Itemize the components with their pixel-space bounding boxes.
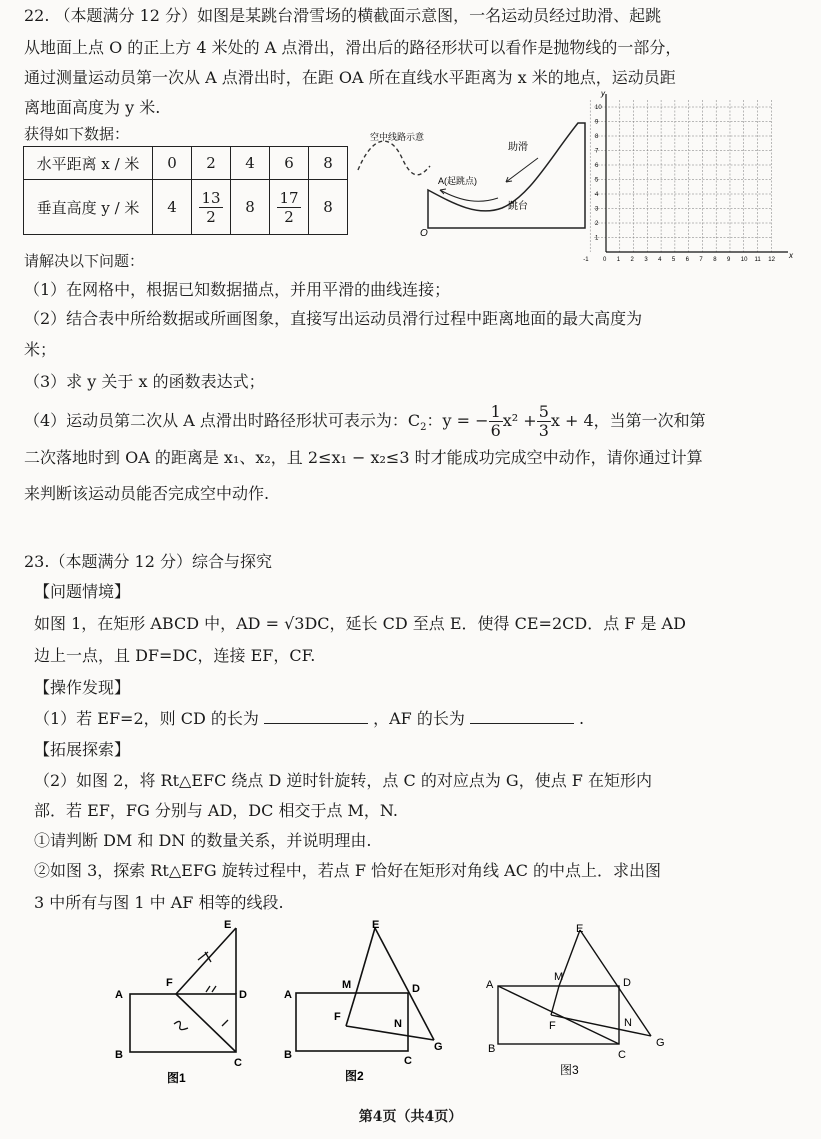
- air-path-curve: [358, 141, 430, 175]
- label-c: C: [234, 1057, 242, 1069]
- p4-text-mid2: x² +: [502, 411, 537, 430]
- q23-heading-context: 【问题情境】: [34, 582, 131, 601]
- figure-2: [282, 920, 452, 1085]
- x-tick-label: 12: [768, 257, 775, 263]
- label-f: F: [549, 1020, 556, 1032]
- q23-part2d: ②如图 3，探索 Rt△EFG 旋转过程中，若点 F 恰好在矩形对角线 AC 的中点上．求出图: [34, 861, 662, 880]
- x-tick-label: 2: [630, 257, 634, 263]
- y-tick-label: 1: [595, 235, 599, 242]
- takeoff-arrow: [440, 190, 498, 201]
- q22-part3: （3）求 y 关于 x 的函数表达式；: [24, 372, 265, 391]
- x-tick-label: 7: [699, 257, 703, 263]
- y-tick-label: 4: [595, 192, 599, 198]
- x-tick-label: 3: [644, 257, 648, 263]
- q22-part2a: （2）结合表中所给数据或所画图象，直接写出运动员滑行过程中距离地面的最大高度为: [24, 309, 643, 328]
- label-e: E: [372, 919, 380, 931]
- q22-prompt: 请解决以下问题：: [24, 252, 145, 270]
- p4-text-post: x + 4，当第一次和第: [550, 411, 706, 430]
- x-tick-label: 8: [713, 257, 717, 263]
- label-g: G: [434, 1041, 443, 1053]
- segment-fg: [551, 1015, 651, 1036]
- ski-jump-diagram: [350, 118, 590, 238]
- q22-part4a: [24, 400, 706, 449]
- x-tick-label: 0: [603, 257, 607, 263]
- grid-lines: [590, 100, 771, 252]
- p4-text-pre: （4）运动员第二次从 A 点滑出时路径形状可表示为：C: [24, 411, 421, 430]
- q22-line4: 离地面高度为 y 米.: [24, 98, 161, 117]
- label-m: M: [342, 979, 352, 991]
- rectangle-abcd: [130, 994, 236, 1052]
- table-cell: 0: [153, 147, 192, 180]
- q22-line2: 从地面上点 O 的正上方 4 米处的 A 点滑出，滑出后的路径形状可以看作是抛物线的一部分，: [24, 38, 682, 57]
- y-tick-label: 2: [595, 221, 599, 227]
- q22-line3: 通过测量运动员第一次从 A 点滑出时，在距 OA 所在直线水平距离为 x 米的地点，运动员距: [24, 68, 676, 87]
- label-a: A: [486, 979, 494, 991]
- figure-3-caption: 图3: [560, 1063, 579, 1077]
- figure-2-caption: 图2: [345, 1069, 364, 1083]
- run-arrow: [506, 158, 538, 182]
- x-tick-label: 11: [754, 257, 761, 263]
- q23-title: 23.（本题满分 12 分）综合与探究: [24, 552, 272, 571]
- fraction-numerator: 5: [538, 402, 549, 421]
- air-path-label: 空中线路示意: [370, 132, 425, 142]
- coordinate-grid: [583, 89, 793, 263]
- q23-part1-text-c: .: [579, 709, 585, 728]
- table-header-x: 水平距离 x / 米: [24, 147, 153, 180]
- q23-part1-text-b: ，AF 的长为: [373, 709, 465, 728]
- table-cell: 8: [231, 180, 270, 235]
- fraction-numerator: 13: [201, 188, 221, 207]
- y-tick-label: 9: [595, 119, 599, 126]
- table-cell: 8: [309, 180, 348, 235]
- label-d: D: [239, 989, 247, 1001]
- q23-part2a: （2）如图 2，将 Rt△EFC 绕点 D 逆时针旋转，点 C 的对应点为 G，使点 F 在矩形内: [34, 771, 652, 790]
- table-cell: 8: [309, 147, 348, 180]
- q22-part1: （1）在网格中，根据已知数据描点，并用平滑的曲线连接；: [24, 280, 451, 299]
- q23-heading-operation: 【操作发现】: [34, 678, 131, 697]
- x-tick-label: 9: [726, 257, 731, 263]
- y-axis-label: y: [601, 89, 605, 98]
- x-tick-label: 10: [740, 257, 748, 263]
- segment-em: [356, 928, 375, 993]
- y-tick-label: 3: [595, 206, 599, 213]
- x-tick-label: 4: [658, 257, 662, 263]
- label-b: B: [284, 1049, 292, 1061]
- label-a: A: [115, 989, 123, 1001]
- label-e: E: [224, 919, 232, 931]
- fraction-numerator: 17: [279, 188, 299, 207]
- x-axis-label: x: [789, 251, 793, 260]
- q22-part4b: 二次落地时到 OA 的距离是 x₁、x₂，且 2≤x₁ − x₂≤3 时才能成功完成空中动作，请你通过计算: [24, 448, 703, 467]
- diagonal-ac: [498, 986, 619, 1044]
- x-tick-label: 5: [671, 257, 676, 263]
- q22-part2b: 米；: [24, 340, 57, 359]
- y-tick-label: 5: [595, 177, 599, 184]
- figure-1-caption: 图1: [167, 1071, 186, 1085]
- label-n: N: [624, 1017, 632, 1029]
- y-tick-label: 8: [595, 134, 599, 140]
- p4-text-mid: ：y = −: [426, 411, 489, 430]
- takeoff-label: A(起跳点): [438, 176, 477, 186]
- y-tick-label: 10: [595, 105, 602, 111]
- segment-mf: [551, 986, 559, 1015]
- rectangle-abcd: [296, 993, 408, 1051]
- table-header-y: 垂直高度 y / 米: [24, 180, 153, 235]
- table-cell: 6: [270, 147, 309, 180]
- q23-part1: [34, 709, 584, 729]
- label-n: N: [394, 1018, 402, 1030]
- y-tick-label: 6: [595, 163, 599, 169]
- fraction-denominator: 2: [206, 207, 216, 226]
- figure-1: [110, 920, 250, 1085]
- fraction-denominator: 3: [538, 421, 549, 440]
- q22-line1: 22. （本题满分 12 分）如图是某跳台滑雪场的横截面示意图，一名运动员经过助滑、起跳: [24, 6, 662, 25]
- x-tick-label: 6: [685, 257, 689, 263]
- run-label: 助滑: [508, 142, 528, 153]
- page-footer: 第4页（共4页）: [358, 1109, 463, 1125]
- table-cell: 4: [231, 147, 270, 180]
- table-cell: 4: [153, 180, 192, 235]
- platform-label: 跳台: [508, 201, 528, 212]
- q23-part1-text-a: （1）若 EF=2，则 CD 的长为: [34, 709, 259, 728]
- answer-blank-cd[interactable]: [264, 709, 368, 724]
- label-a: A: [284, 989, 292, 1001]
- label-c: C: [618, 1049, 626, 1061]
- y-tick-labels: [595, 105, 602, 242]
- segment-ef: [176, 928, 236, 994]
- table-cell-fraction: [192, 180, 231, 235]
- label-g: G: [656, 1037, 665, 1049]
- x-tick-label: 1: [616, 257, 621, 263]
- origin-label: O: [420, 228, 428, 239]
- x-tick-labels: [583, 257, 775, 263]
- table-cell: 2: [192, 147, 231, 180]
- q23-heading-extension: 【拓展探索】: [34, 740, 131, 759]
- table-cell-fraction: [270, 180, 309, 235]
- label-d: D: [412, 983, 420, 995]
- q22-data-intro: 获得如下数据：: [24, 125, 130, 143]
- p4-subscript: 2: [420, 422, 427, 434]
- segment-eg: [375, 928, 434, 1040]
- data-table: [23, 146, 348, 235]
- label-c: C: [404, 1055, 412, 1067]
- label-e: E: [576, 923, 584, 935]
- segment-eg: [580, 930, 651, 1036]
- fraction-numerator: 1: [490, 402, 501, 421]
- fraction-denominator: 6: [490, 421, 501, 440]
- label-d: D: [623, 977, 631, 989]
- figure-3: [484, 920, 674, 1085]
- label-b: B: [488, 1043, 496, 1055]
- label-f: F: [334, 1011, 341, 1023]
- segment-mf: [346, 993, 356, 1026]
- q23-part2b: 部．若 EF，FG 分别与 AD，DC 相交于点 M，N.: [34, 801, 398, 820]
- q23-part2e: 3 中所有与图 1 中 AF 相等的线段.: [34, 893, 284, 912]
- q22-part4c: 来判断该运动员能否完成空中动作.: [24, 484, 270, 503]
- label-m: M: [554, 971, 564, 983]
- fraction-denominator: 2: [284, 207, 294, 226]
- segment-fg: [346, 1026, 434, 1040]
- q23-stmt2: 边上一点，且 DF=DC，连接 EF，CF.: [34, 646, 316, 665]
- answer-blank-af[interactable]: [470, 709, 574, 724]
- x-tick-label: -1: [583, 257, 589, 263]
- q23-stmt1: 如图 1，在矩形 ABCD 中，AD = √3DC，延长 CD 至点 E．使得 CE=2CD．点 F 是 AD: [34, 614, 686, 633]
- q23-part2c: ①请判断 DM 和 DN 的数量关系，并说明理由.: [34, 831, 372, 850]
- label-f: F: [166, 977, 173, 989]
- segment-fc: [176, 994, 236, 1052]
- y-tick-label: 7: [595, 148, 599, 155]
- label-b: B: [115, 1049, 123, 1061]
